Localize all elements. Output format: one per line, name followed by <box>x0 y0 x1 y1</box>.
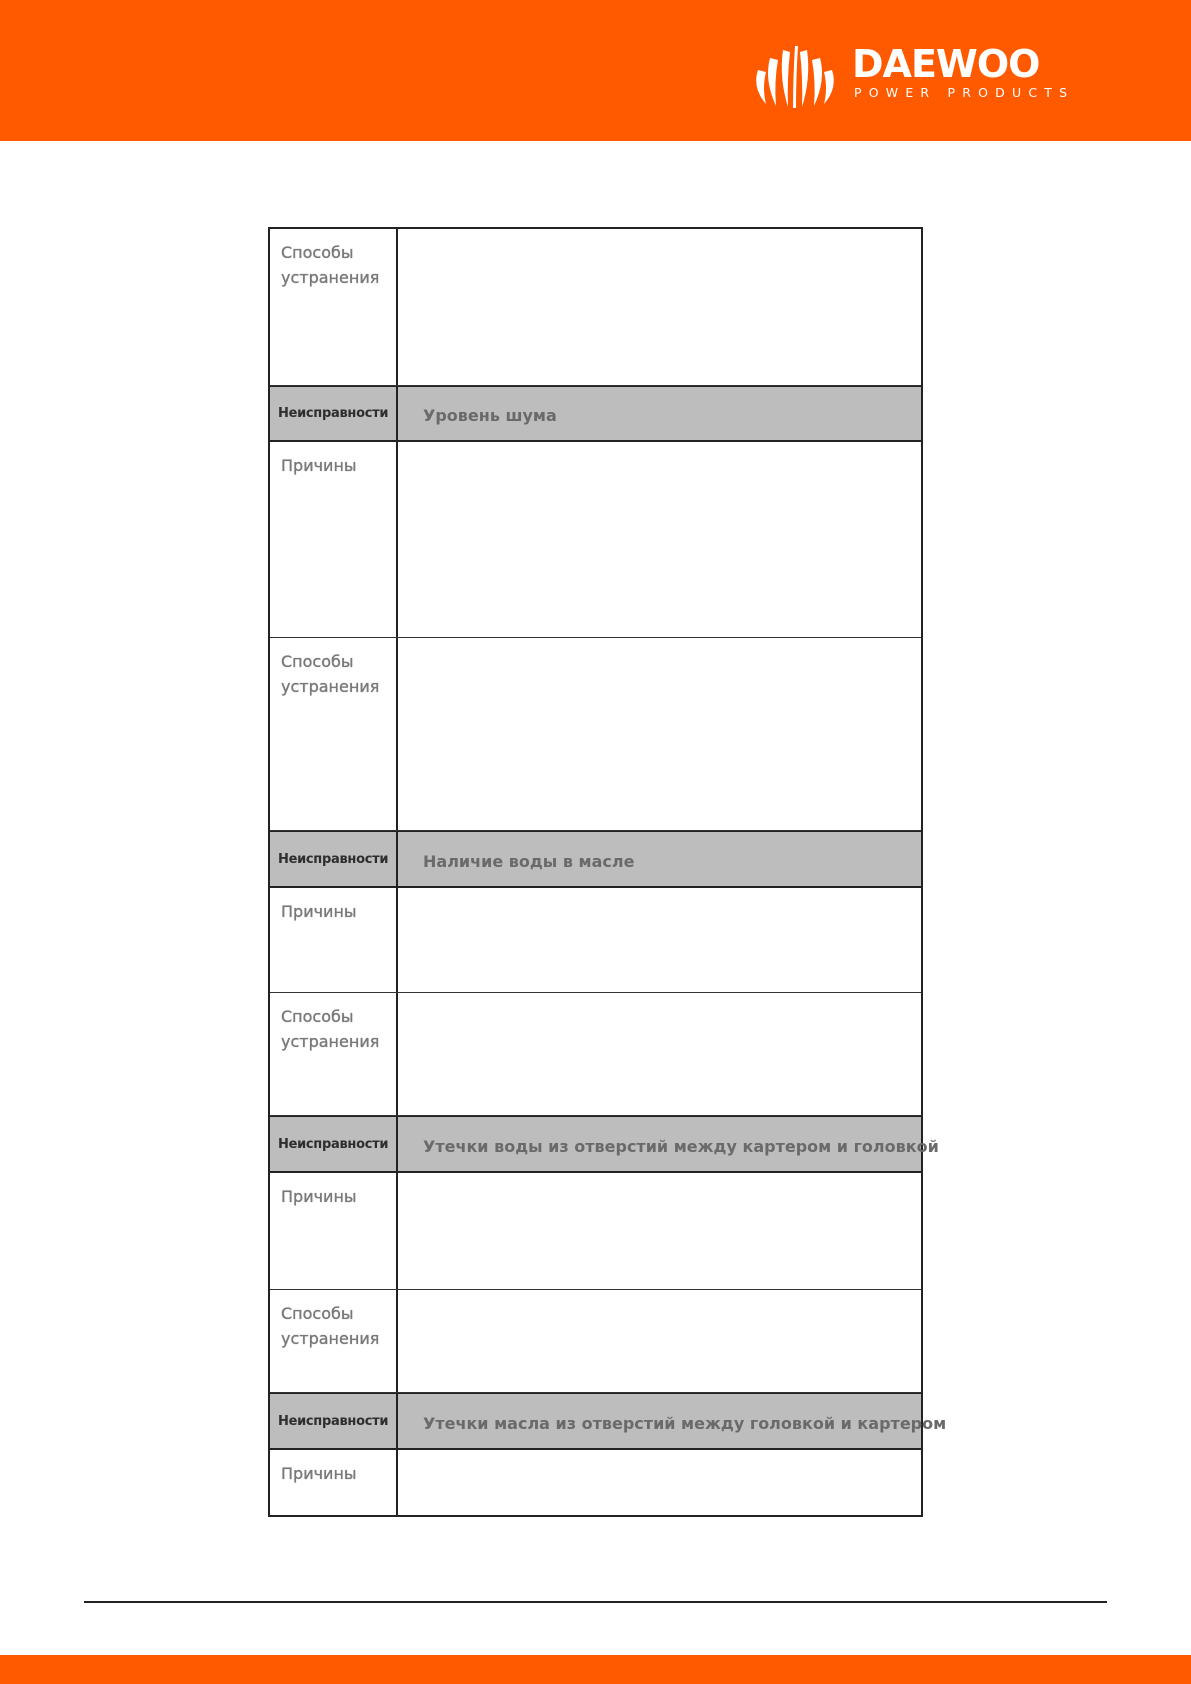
footer-band <box>0 1655 1191 1684</box>
fault-label: Неисправности <box>278 1413 389 1429</box>
fault-label: Неисправности <box>278 1136 389 1152</box>
fault-value: Уровень шума <box>423 406 557 425</box>
row-label: Причины <box>281 456 357 475</box>
label-cell <box>270 1290 398 1392</box>
row-label: Причины <box>281 1464 357 1483</box>
fault-row <box>270 1393 947 1450</box>
fault-row <box>270 1116 939 1173</box>
header-band <box>0 0 1191 141</box>
label-cell <box>270 1394 398 1448</box>
label-cell <box>270 387 398 440</box>
row-label: Причины <box>281 902 357 921</box>
remedy-row <box>270 229 921 386</box>
daewoo-emblem-icon <box>752 44 838 108</box>
fault-value: Наличие воды в масле <box>423 851 635 871</box>
daewoo-logo <box>752 42 1075 108</box>
remedy-row <box>270 993 921 1116</box>
fault-value: Утечки воды из отверстий между картером и головкой <box>423 1136 939 1156</box>
fault-row <box>270 386 921 442</box>
label-cell <box>270 888 398 992</box>
fault-row <box>270 831 921 888</box>
label-cell <box>270 1117 398 1171</box>
remedy-row <box>270 638 921 831</box>
brand-name: DAEWOO <box>852 42 1040 86</box>
row-label: Способы устранения <box>281 1304 380 1348</box>
remedy-row <box>270 1290 921 1393</box>
label-cell <box>270 229 398 385</box>
cause-row <box>270 1173 921 1290</box>
fault-value: Утечки масла из отверстий между головкой и картером <box>423 1413 947 1433</box>
footer-divider <box>84 1601 1107 1603</box>
row-label: Способы устранения <box>281 1007 380 1051</box>
label-cell <box>270 993 398 1115</box>
fault-label: Неисправности <box>278 406 389 421</box>
brand-subtitle: POWER PRODUCTS <box>854 85 1075 100</box>
cause-row <box>270 442 921 638</box>
label-cell <box>270 638 398 830</box>
label-cell <box>270 1450 398 1515</box>
label-cell <box>270 1173 398 1289</box>
row-label: Способы устранения <box>281 243 380 287</box>
label-cell <box>270 442 398 637</box>
row-label: Причины <box>281 1187 357 1206</box>
cause-row <box>270 888 921 993</box>
fault-label: Неисправности <box>278 851 389 867</box>
cause-row <box>270 1450 921 1515</box>
row-label: Способы устранения <box>281 652 380 696</box>
troubleshooting-table <box>268 227 947 1517</box>
label-cell <box>270 832 398 886</box>
